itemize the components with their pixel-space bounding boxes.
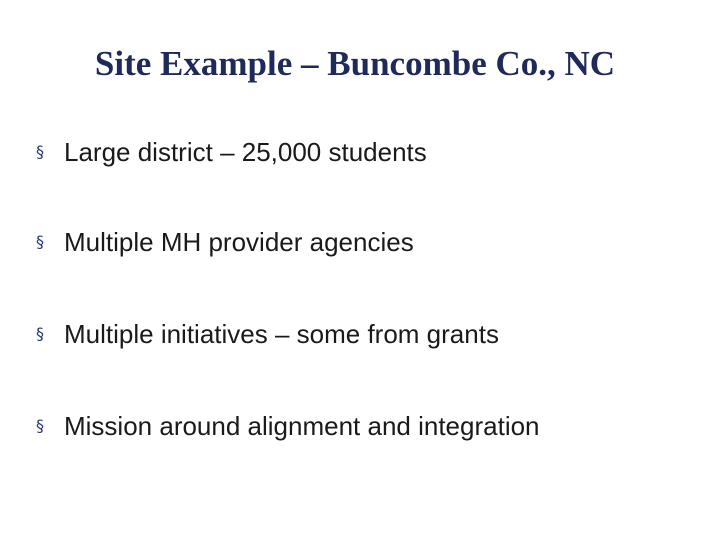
slide-title: Site Example – Buncombe Co., NC	[94, 44, 616, 83]
bullet-text: Multiple MH provider agencies	[64, 226, 414, 257]
bullet-item	[36, 406, 540, 446]
bullet-item	[36, 314, 499, 354]
section-sign-icon: §	[36, 324, 44, 343]
bullet-item	[36, 222, 414, 262]
bullet-text: Mission around alignment and integration	[64, 410, 540, 441]
section-sign-icon: §	[36, 232, 44, 251]
section-sign-icon: §	[36, 142, 44, 161]
bullet-item	[36, 132, 427, 172]
section-sign-icon: §	[36, 416, 44, 435]
bullet-text: Large district – 25,000 students	[64, 136, 427, 167]
bullet-text: Multiple initiatives – some from grants	[64, 318, 499, 349]
